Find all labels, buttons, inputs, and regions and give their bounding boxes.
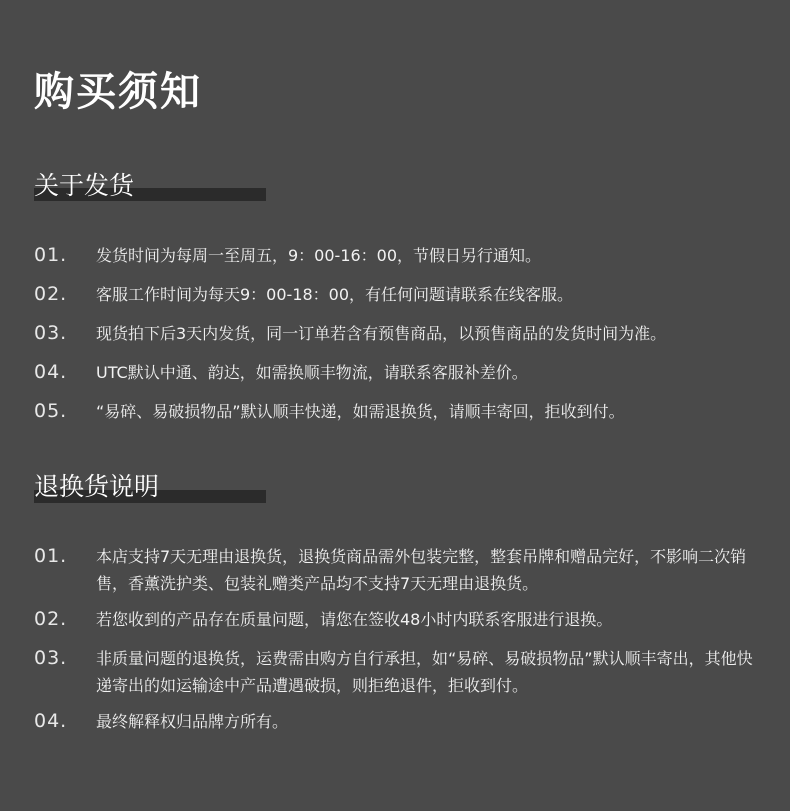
item-number: 03. — [34, 322, 68, 344]
item-number: 04. — [34, 710, 68, 732]
item-text: 本店支持7天无理由退换货，退换货商品需外包装完整，整套吊牌和赠品完好，不影响二次销售，香薰洗护类、包装礼赠类产品均不支持7天无理由退换货。 — [96, 547, 747, 593]
item-text: 客服工作时间为每天9：00-18：00，有任何问题请联系在线客服。 — [96, 285, 574, 304]
item-number: 04. — [34, 361, 68, 383]
item-number: 05. — [34, 400, 68, 422]
item-number: 01. — [34, 244, 68, 266]
item-text: “易碎、易破损物品”默认顺丰快递，如需退换货，请顺丰寄回，拒收到付。 — [96, 402, 625, 421]
item-text: 最终解释权归品牌方所有。 — [96, 712, 289, 731]
item-text: 发货时间为每周一至周五，9：00-16：00，节假日另行通知。 — [96, 246, 542, 265]
item-number: 02. — [34, 608, 68, 630]
item-number: 03. — [34, 647, 68, 669]
item-number: 02. — [34, 283, 68, 305]
item-text: UTC默认中通、韵达，如需换顺丰物流，请联系客服补差价。 — [96, 363, 528, 382]
item-text: 非质量问题的退换货，运费需由购方自行承担，如“易碎、易破损物品”默认顺丰寄出，其他快递寄出的如运输途中产品遭遇破损，则拒绝退件，拒收到付。 — [96, 649, 753, 695]
page-title: 购买须知 — [34, 69, 202, 115]
item-text: 若您收到的产品存在质量问题，请您在签收48小时内联系客服进行退换。 — [96, 610, 613, 629]
item-text: 现货拍下后3天内发货，同一订单若含有预售商品，以预售商品的发货时间为准。 — [96, 324, 667, 343]
shipping-section-title: 关于发货 — [34, 171, 135, 200]
item-number: 01. — [34, 545, 68, 567]
returns-section-title: 退换货说明 — [34, 472, 160, 501]
